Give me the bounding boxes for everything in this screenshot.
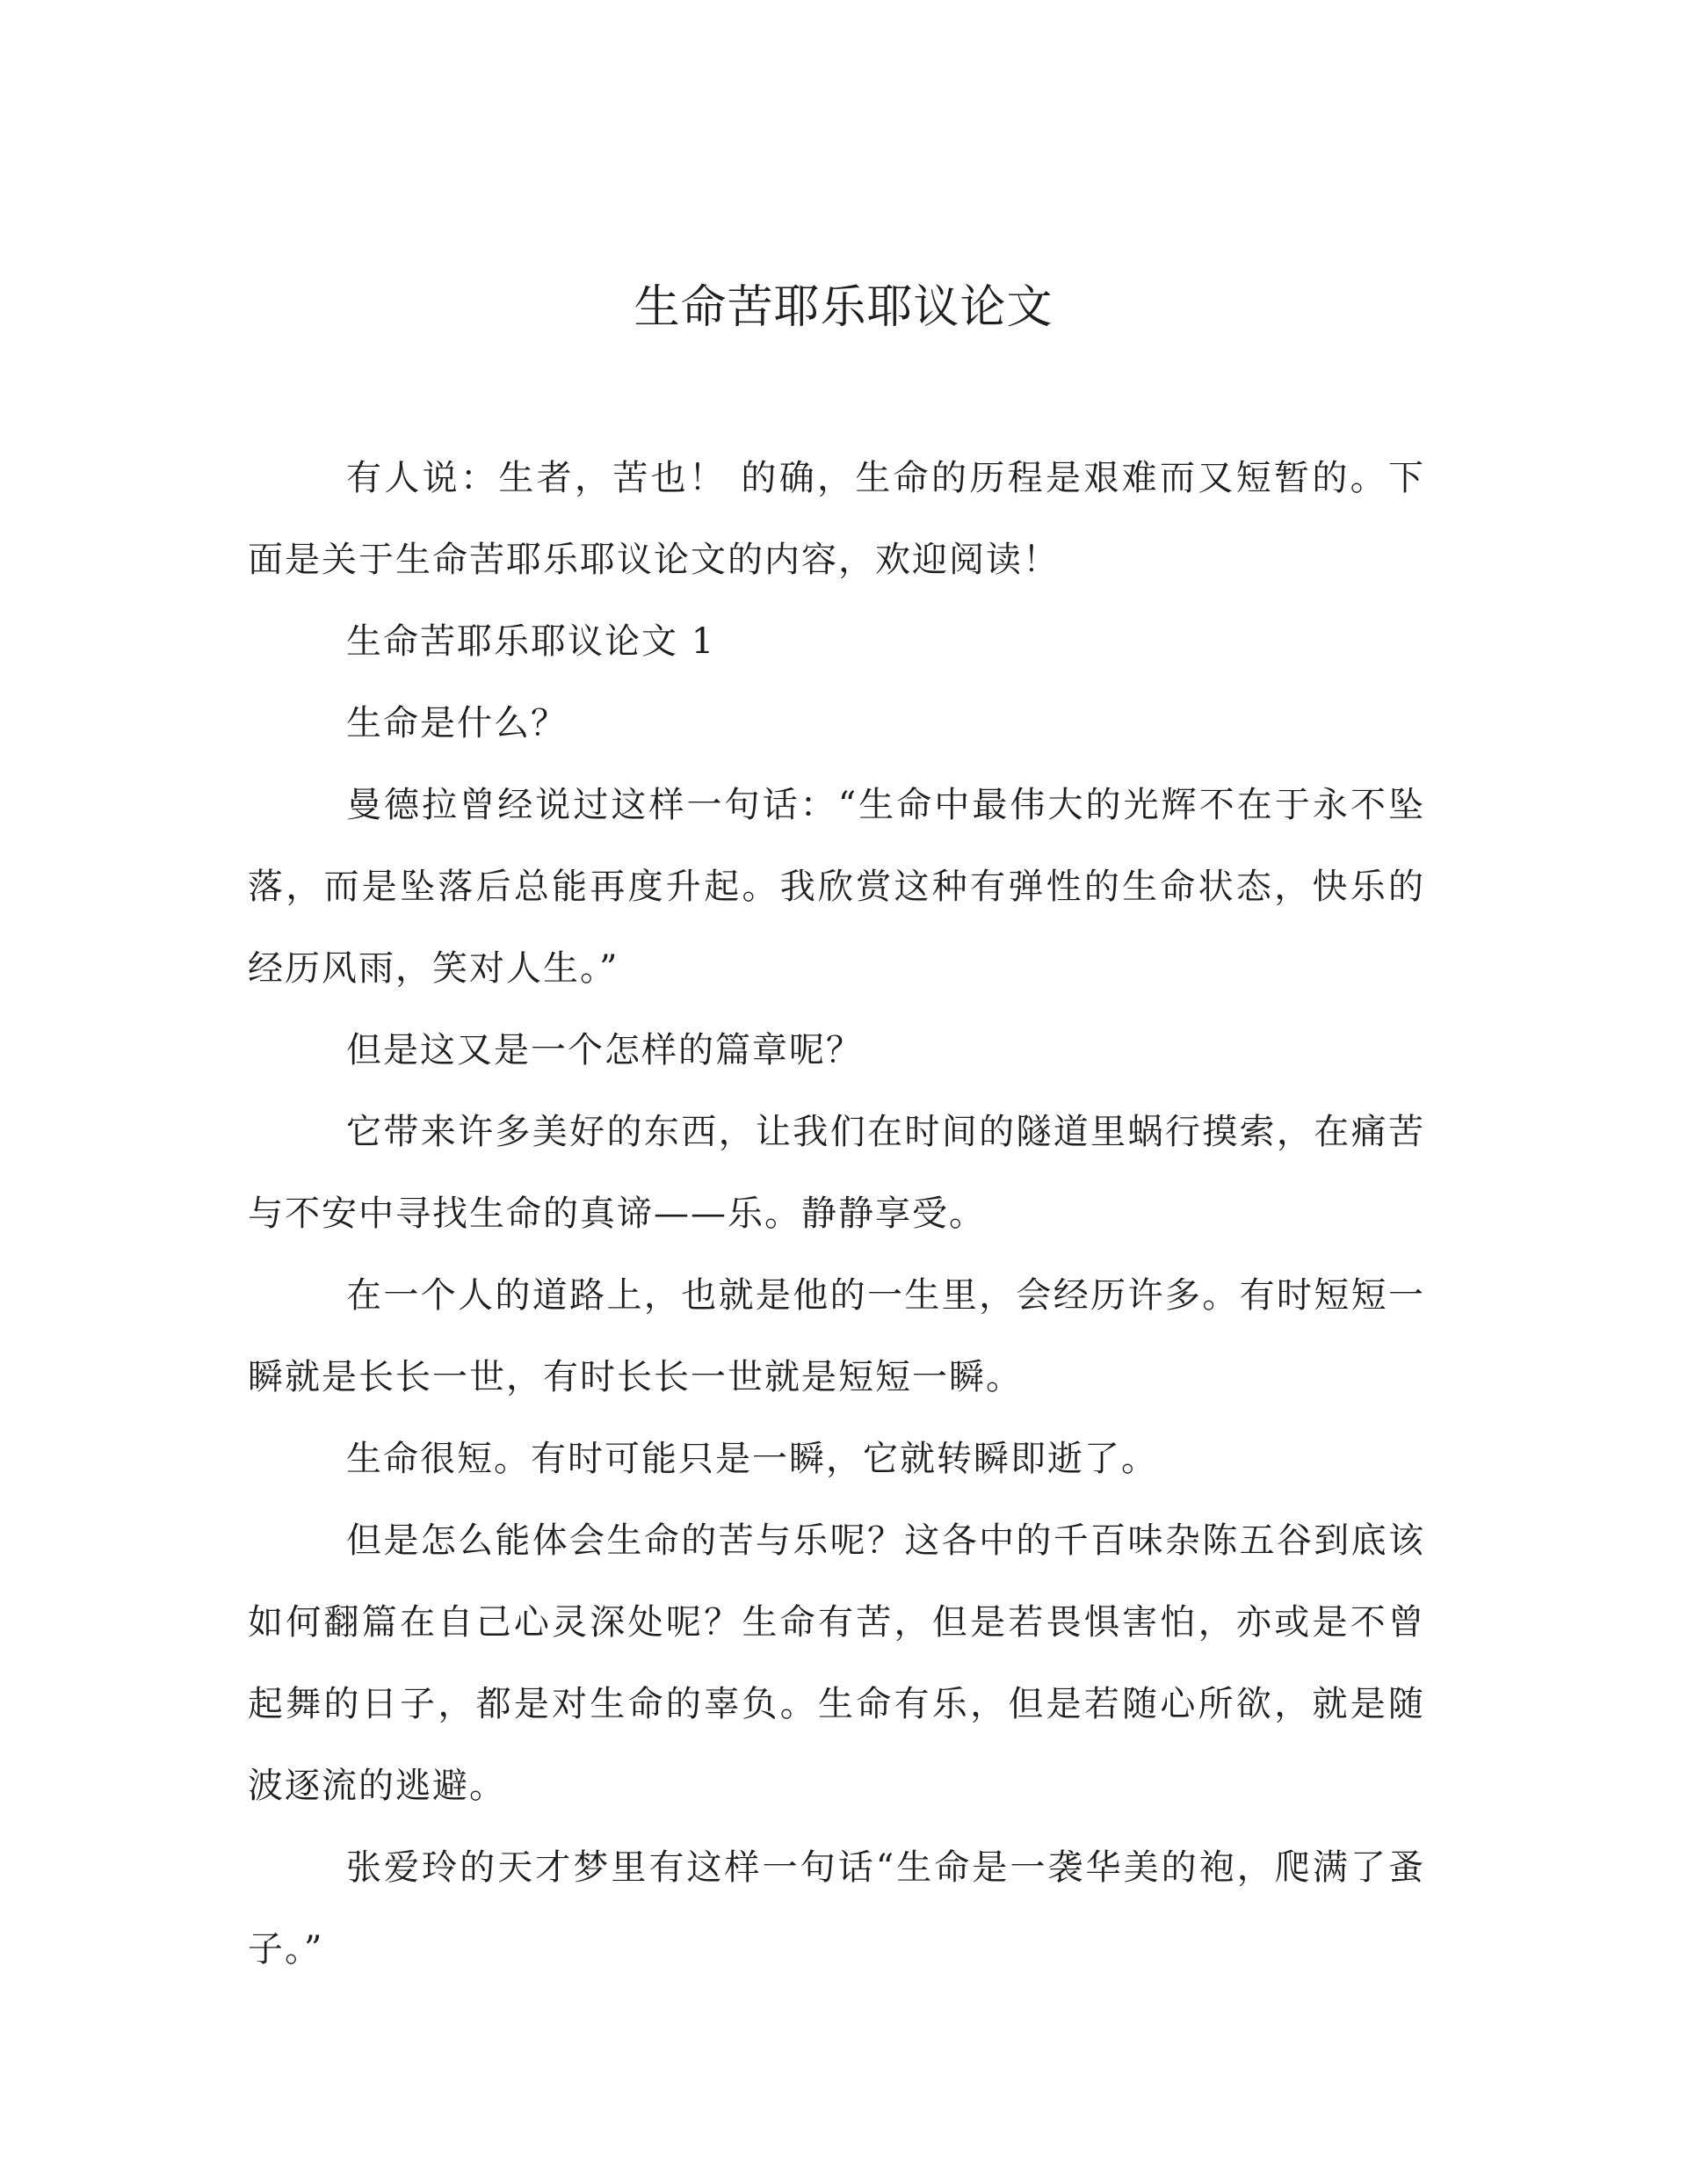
paragraph: 张爱玲的天才梦里有这样一句话“生命是一袭华美的袍，爬满了蚤子。” — [248, 1847, 1425, 1970]
document-body — [248, 438, 1425, 1991]
section-heading: 生命苦耶乐耶议论文 1 — [346, 621, 716, 662]
paragraph: 生命是什么？ — [346, 703, 568, 744]
paragraph-intro: 有人说：生者，苦也！ 的确，生命的历程是艰难而又短暂的。下面是关于生命苦耶乐耶议论文的内容，欢迎阅读！ — [248, 458, 1425, 580]
paragraph: 它带来许多美好的东西，让我们在时间的隧道里蜗行摸索，在痛苦与不安中寻找生命的真谛——乐。静静享受。 — [248, 1112, 1425, 1234]
paragraph: 在一个人的道路上，也就是他的一生里，会经历许多。有时短短一瞬就是长长一世，有时长长一世就是短短一瞬。 — [248, 1275, 1425, 1397]
paragraph: 曼德拉曾经说过这样一句话：“生命中最伟大的光辉不在于永不坠落，而是坠落后总能再度升起。我欣赏这种有弹性的生命状态，快乐的经历风雨，笑对人生。” — [248, 785, 1425, 989]
paragraph: 生命很短。有时可能只是一瞬，它就转瞬即逝了。 — [346, 1439, 1158, 1479]
paragraph: 但是怎么能体会生命的苦与乐呢？这各中的千百味杂陈五谷到底该如何翻篇在自己心灵深处呢？生命有苦，但是若畏惧害怕，亦或是不曾起舞的日子，都是对生命的辜负。生命有乐，但是若随心所欲，就是随波逐流的逃避。 — [248, 1520, 1425, 1806]
document-title: 生命苦耶乐耶议论文 — [634, 281, 1053, 334]
paragraph: 但是这又是一个怎样的篇章呢？ — [346, 1030, 863, 1070]
